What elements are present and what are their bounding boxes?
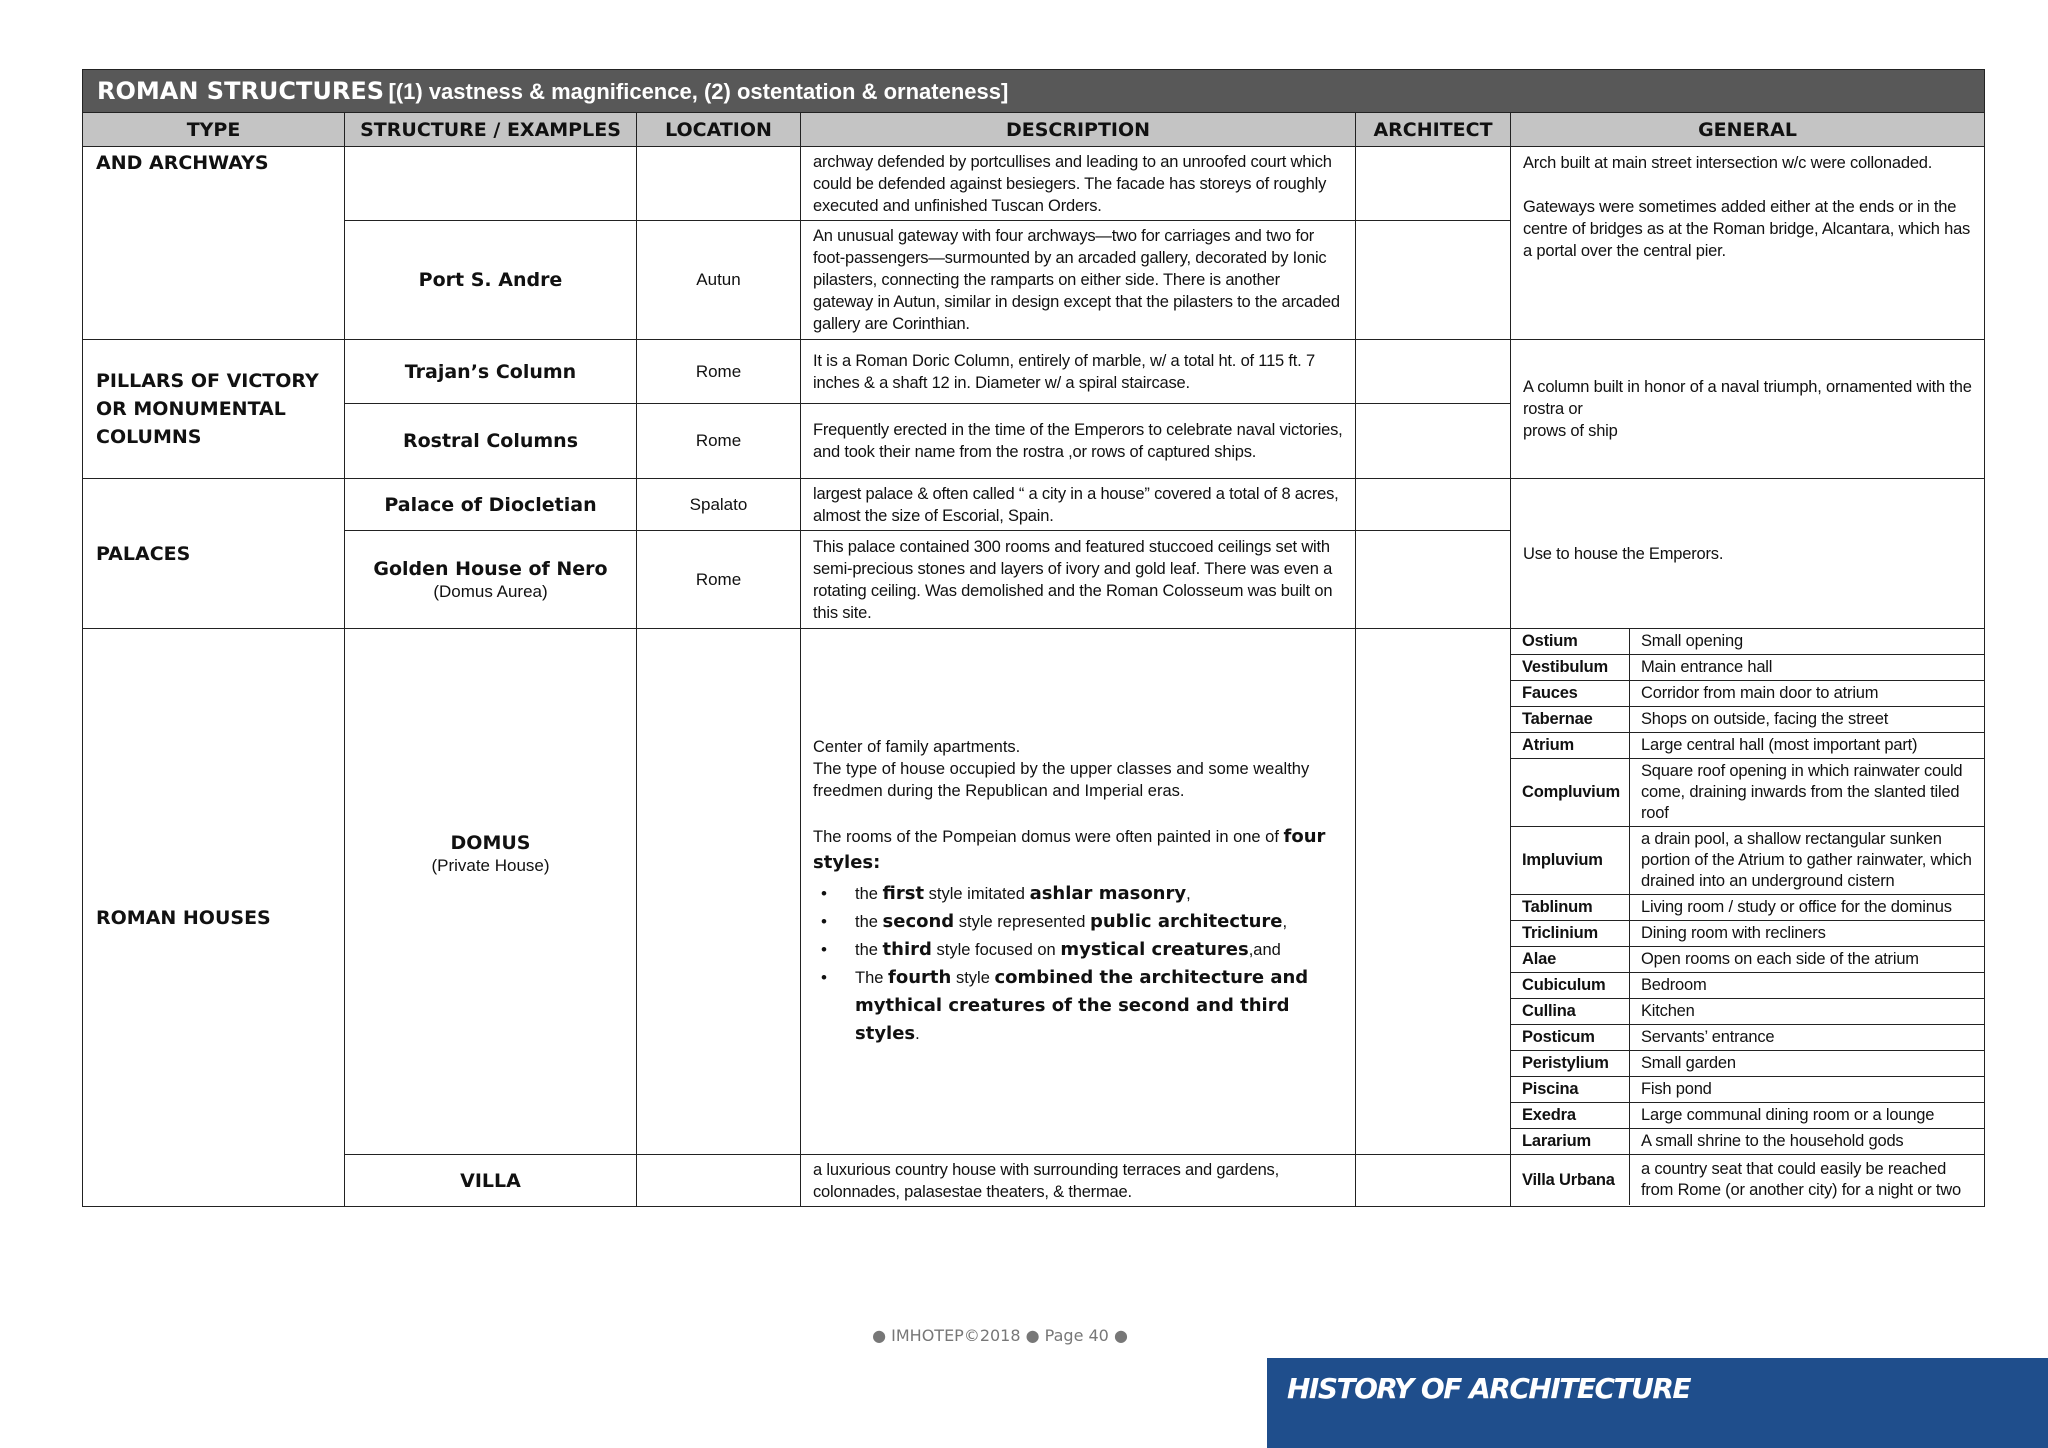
loc-spalato: Spalato bbox=[637, 479, 801, 531]
styles-list bbox=[813, 880, 1343, 1048]
desc-palace-of-diocletian: largest palace & often called “ a city in a house” covered a total of 8 acres, almost the size of Escorial, Spain. bbox=[801, 479, 1356, 531]
type-pillars: PILLARS OF VICTORY OR MONUMENTAL COLUMNS bbox=[83, 340, 345, 479]
room-row bbox=[1511, 973, 1984, 999]
desc-domus-intro-text: The rooms of the Pompeian domus were often painted in one of bbox=[813, 827, 1279, 846]
loc-autun: Autun bbox=[637, 221, 801, 340]
desc-domus-four: four bbox=[1283, 825, 1326, 847]
brand-banner bbox=[1267, 1358, 2048, 1448]
roman-structures-table bbox=[82, 69, 1985, 1207]
desc-archway: archway defended by portcullises and leading to an unroofed court which could be defended against besiegers. The facade has storeys of roughly executed and unfinished Tuscan Orders. bbox=[801, 147, 1356, 221]
room-row bbox=[1511, 759, 1984, 827]
room-row bbox=[1511, 947, 1984, 973]
villa-urbana-desc: a country seat that could easily be reached from Rome (or another city) for a night or two bbox=[1630, 1155, 1985, 1205]
table-header-row bbox=[83, 113, 1985, 147]
room-desc: A small shrine to the household gods bbox=[1630, 1129, 1985, 1155]
loc-rome: Rome bbox=[637, 531, 801, 629]
struct-golden-house-sub: (Domus Aurea) bbox=[433, 581, 548, 601]
room-row bbox=[1511, 1025, 1984, 1051]
type-palaces: PALACES bbox=[83, 479, 345, 629]
struct-domus-title: DOMUS bbox=[450, 832, 531, 854]
room-row bbox=[1511, 655, 1984, 681]
cell-empty bbox=[1356, 479, 1511, 531]
cell-empty bbox=[345, 147, 637, 221]
general-archways-1: Arch built at main street intersection w/c were collonaded. bbox=[1523, 154, 1933, 172]
room-desc: Shops on outside, facing the street bbox=[1630, 707, 1985, 733]
table-row bbox=[83, 147, 1985, 221]
header-general: GENERAL bbox=[1511, 113, 1985, 147]
loc-rome: Rome bbox=[637, 404, 801, 479]
room-row bbox=[1511, 921, 1984, 947]
room-row bbox=[1511, 1077, 1984, 1103]
list-item: • the first style imitated ashlar masonry, bbox=[855, 880, 1343, 908]
table-row bbox=[83, 340, 1985, 404]
villa-urbana-cell bbox=[1511, 1155, 1985, 1207]
room-name: Cubiculum bbox=[1511, 973, 1630, 999]
general-pillars-a: A column built in honor of a naval triumph, ornamented with the rostra or bbox=[1523, 378, 1972, 418]
room-name: Vestibulum bbox=[1511, 655, 1630, 681]
list-item: • The fourth style combined the architecture and mythical creatures of the second and third styles. bbox=[855, 964, 1343, 1048]
cell-empty bbox=[1356, 340, 1511, 404]
desc-domus-styles: styles: bbox=[813, 851, 881, 873]
room-row bbox=[1511, 629, 1984, 655]
header-type: TYPE bbox=[83, 113, 345, 147]
cell-empty bbox=[637, 1155, 801, 1207]
general-archways-2: Gateways were sometimes added either at the ends or in the centre of bridges as at the Roman bridge, Alcantara, which has a portal over the central pier. bbox=[1523, 198, 1971, 260]
cell-empty bbox=[637, 147, 801, 221]
room-desc: Large communal dining room or a lounge bbox=[1630, 1103, 1985, 1129]
table-title-main: ROMAN STRUCTURES bbox=[97, 77, 385, 105]
room-row bbox=[1511, 827, 1984, 895]
desc-domus-line2: The type of house occupied by the upper classes and some wealthy freedmen during the Republican and Imperial eras. bbox=[813, 759, 1310, 800]
header-structure: STRUCTURE / EXAMPLES bbox=[345, 113, 637, 147]
room-desc: Servants’ entrance bbox=[1630, 1025, 1985, 1051]
header-location: LOCATION bbox=[637, 113, 801, 147]
struct-rostral-columns: Rostral Columns bbox=[345, 404, 637, 479]
room-name: Impluvium bbox=[1511, 827, 1630, 895]
general-pillars bbox=[1511, 340, 1985, 479]
room-desc: Corridor from main door to atrium bbox=[1630, 681, 1985, 707]
loc-rome: Rome bbox=[637, 340, 801, 404]
villa-urbana-name: Villa Urbana bbox=[1511, 1155, 1630, 1205]
type-archways: AND ARCHWAYS bbox=[83, 147, 345, 340]
cell-empty bbox=[1356, 404, 1511, 479]
table-row bbox=[83, 629, 1985, 1155]
room-desc: Small garden bbox=[1630, 1051, 1985, 1077]
room-row bbox=[1511, 1103, 1984, 1129]
room-name: Atrium bbox=[1511, 733, 1630, 759]
desc-trajans-column: It is a Roman Doric Column, entirely of marble, w/ a total ht. of 115 ft. 7 inches & a shaft 12 in. Diameter w/ a spiral staircase. bbox=[801, 340, 1356, 404]
rooms-cell bbox=[1511, 629, 1985, 1155]
room-desc: Square roof opening in which rainwater could come, draining inwards from the slanted tiled roof bbox=[1630, 759, 1985, 827]
table-title-row bbox=[83, 70, 1985, 113]
room-row bbox=[1511, 681, 1984, 707]
general-palaces: Use to house the Emperors. bbox=[1511, 479, 1985, 629]
room-desc: Fish pond bbox=[1630, 1077, 1985, 1103]
cell-empty bbox=[1356, 147, 1511, 221]
room-desc: Living room / study or office for the dominus bbox=[1630, 895, 1985, 921]
table-title bbox=[83, 70, 1985, 113]
room-row bbox=[1511, 895, 1984, 921]
cell-empty bbox=[1356, 221, 1511, 340]
room-name: Alae bbox=[1511, 947, 1630, 973]
table-row bbox=[83, 479, 1985, 531]
struct-golden-house-of-nero bbox=[345, 531, 637, 629]
desc-rostral-columns: Frequently erected in the time of the Emperors to celebrate naval victories, and took their name from the rostra ,or rows of captured ships. bbox=[801, 404, 1356, 479]
room-desc: Small opening bbox=[1630, 629, 1985, 655]
room-desc: Dining room with recliners bbox=[1630, 921, 1985, 947]
villa-urbana-table bbox=[1511, 1155, 1984, 1205]
desc-domus bbox=[801, 629, 1356, 1155]
desc-villa: a luxurious country house with surrounding terraces and gardens, colonnades, palasestae theaters, & thermae. bbox=[801, 1155, 1356, 1207]
general-pillars-b: prows of ship bbox=[1523, 422, 1618, 440]
room-name: Posticum bbox=[1511, 1025, 1630, 1051]
table-row bbox=[83, 1155, 1985, 1207]
room-row bbox=[1511, 1051, 1984, 1077]
room-desc: Open rooms on each side of the atrium bbox=[1630, 947, 1985, 973]
room-row bbox=[1511, 733, 1984, 759]
room-name: Ostium bbox=[1511, 629, 1630, 655]
room-desc: a drain pool, a shallow rectangular sunken portion of the Atrium to gather rainwater, which drained into an underground cistern bbox=[1630, 827, 1985, 895]
desc-port-s-andre: An unusual gateway with four archways—two for carriages and two for foot-passengers—surmounted by an arcaded gallery, decorated by Ionic pilasters, connecting the ramparts on either side. There is another gateway in Autun, similar in design except that the pilasters to the arcaded gallery are Corinthian. bbox=[801, 221, 1356, 340]
struct-domus-sub: (Private House) bbox=[431, 856, 550, 875]
rooms-table bbox=[1511, 629, 1984, 1154]
page-footer: ● IMHOTEP©2018 ● Page 40 ● bbox=[872, 1326, 1128, 1345]
struct-palace-of-diocletian: Palace of Diocletian bbox=[345, 479, 637, 531]
cell-empty bbox=[1356, 1155, 1511, 1207]
struct-villa: VILLA bbox=[345, 1155, 637, 1207]
room-row bbox=[1511, 1129, 1984, 1155]
cell-empty bbox=[1356, 629, 1511, 1155]
room-row bbox=[1511, 707, 1984, 733]
room-name: Piscina bbox=[1511, 1077, 1630, 1103]
room-desc: Main entrance hall bbox=[1630, 655, 1985, 681]
type-roman-houses: ROMAN HOUSES bbox=[83, 629, 345, 1207]
list-item: • the third style focused on mystical creatures,and bbox=[855, 936, 1343, 964]
header-description: DESCRIPTION bbox=[801, 113, 1356, 147]
desc-golden-house-of-nero: This palace contained 300 rooms and featured stuccoed ceilings set with semi-precious stones and layers of ivory and gold leaf. There was even a rotating ceiling. Was demolished and the Roman Colosseum was built on this site. bbox=[801, 531, 1356, 629]
room-name: Compluvium bbox=[1511, 759, 1630, 827]
table-row bbox=[1511, 1155, 1984, 1205]
room-name: Fauces bbox=[1511, 681, 1630, 707]
room-name: Exedra bbox=[1511, 1103, 1630, 1129]
room-name: Tablinum bbox=[1511, 895, 1630, 921]
brand-title: HISTORY OF ARCHITECTURE bbox=[1287, 1372, 1691, 1405]
room-name: Peristylium bbox=[1511, 1051, 1630, 1077]
struct-domus bbox=[345, 629, 637, 1155]
room-name: Triclinium bbox=[1511, 921, 1630, 947]
struct-port-s-andre: Port S. Andre bbox=[345, 221, 637, 340]
room-desc: Large central hall (most important part) bbox=[1630, 733, 1985, 759]
header-architect: ARCHITECT bbox=[1356, 113, 1511, 147]
cell-empty bbox=[1356, 531, 1511, 629]
room-desc: Bedroom bbox=[1630, 973, 1985, 999]
room-desc: Kitchen bbox=[1630, 999, 1985, 1025]
general-archways bbox=[1511, 147, 1985, 340]
cell-empty bbox=[637, 629, 801, 1155]
room-name: Cullina bbox=[1511, 999, 1630, 1025]
struct-golden-house-title: Golden House of Nero bbox=[373, 557, 608, 580]
room-name: Lararium bbox=[1511, 1129, 1630, 1155]
list-item: • the second style represented public architecture, bbox=[855, 908, 1343, 936]
room-name: Tabernae bbox=[1511, 707, 1630, 733]
room-row bbox=[1511, 999, 1984, 1025]
desc-domus-line1: Center of family apartments. bbox=[813, 737, 1021, 756]
table-title-subtitle: [(1) vastness & magnificence, (2) ostentation & ornateness] bbox=[388, 79, 1009, 104]
desc-domus-intro bbox=[813, 824, 1343, 876]
struct-trajans-column: Trajan’s Column bbox=[345, 340, 637, 404]
